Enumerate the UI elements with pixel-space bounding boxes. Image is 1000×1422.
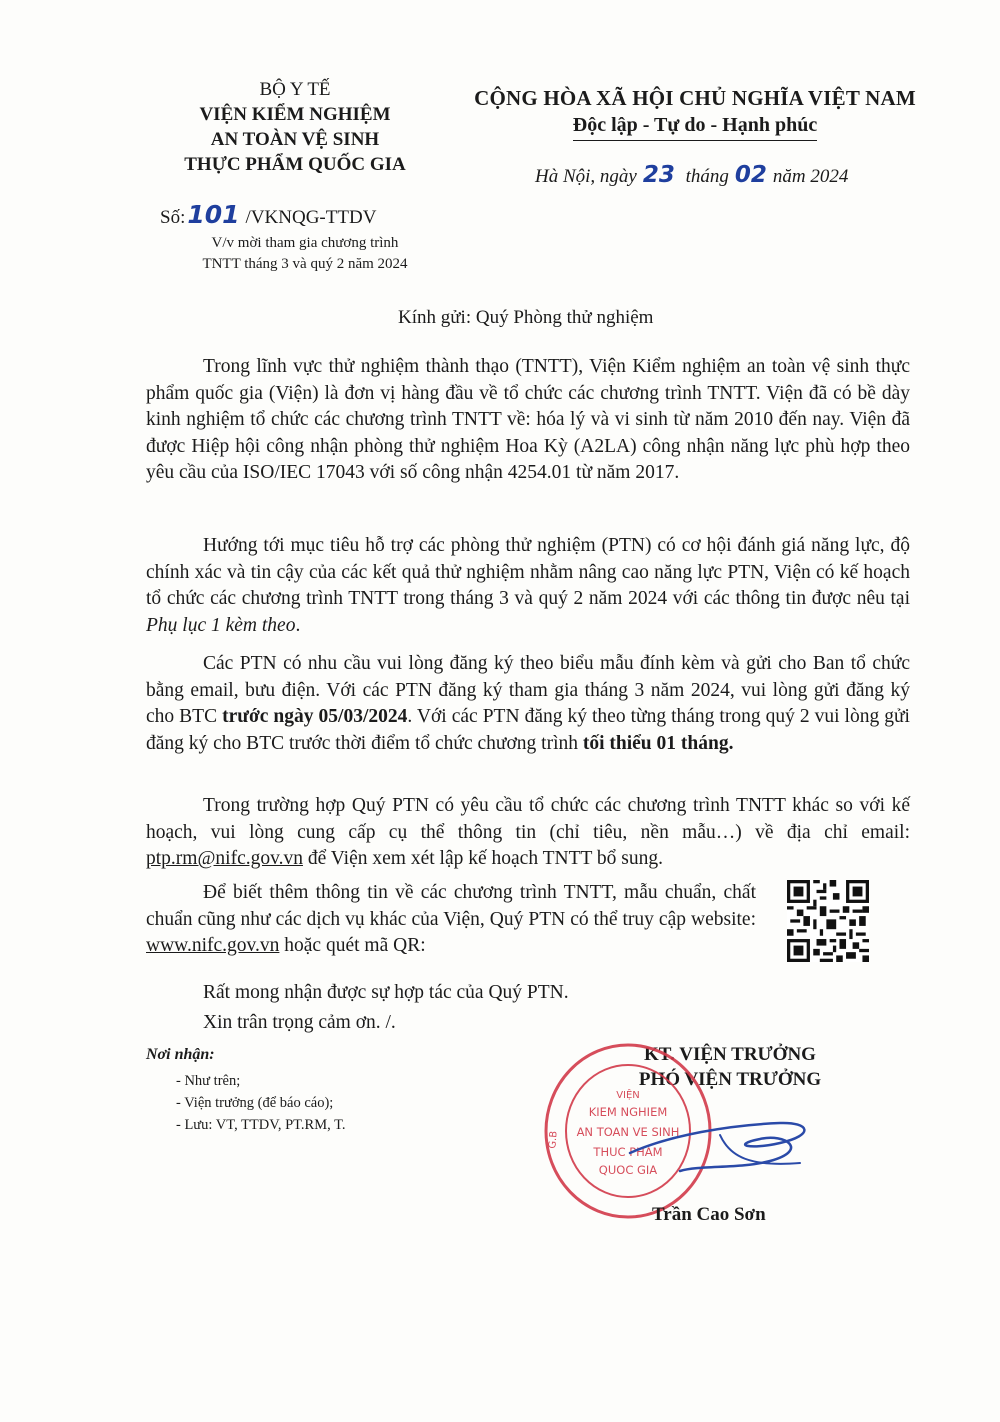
p2-text: Hướng tới mục tiêu hỗ trợ các phòng thử nghiệm (PTN) có cơ hội đánh giá năng lực, độ chính xác và tin cậy của các kết quả thử nghiệm nhằm nâng cao năng lực PTN, Viện có kế hoạch tổ chức các chương trình TNTT trong tháng 3 và quý 2 năm 2024 với các thông tin được nêu tại — [146, 535, 910, 609]
institute-name-line-3: THỰC PHẨM QUỐC GIA — [184, 154, 406, 175]
p3-text-b: . Với các PTN đăng ký theo từng tháng trong quý 2 vui lòng gửi đăng ký cho BTC trước thời điểm tổ chức chương trình — [146, 706, 910, 754]
year-label: năm 2024 — [772, 166, 849, 187]
body-paragraph-5 — [146, 880, 756, 960]
month-label: tháng — [685, 166, 729, 187]
document-number — [160, 200, 376, 229]
p2-appendix-ref: Phụ lục 1 kèm theo — [146, 614, 296, 636]
body-paragraph-2 — [146, 533, 910, 639]
recipients-block — [146, 1046, 466, 1136]
body-paragraph-1: Trong lĩnh vực thử nghiệm thành thạo (TNTT), Viện Kiểm nghiệm an toàn vệ sinh thực phẩm quốc gia (Viện) là đơn vị hàng đầu về tổ chức các chương trình TNTT. Viện đã có bề dày kinh nghiệm tổ chức các chương trình TNTT về: hóa lý và vi sinh từ năm 2010 đến nay. Viện đã được Hiệp hội công nhận phòng thử nghiệm Hoa Kỳ (A2LA) công nhận năng lực phù hợp theo yêu cầu của ISO/IEC 17043 với số công nhận 4254.01 từ năm 2017. — [146, 356, 910, 483]
handwritten-signature — [610, 1095, 825, 1185]
handwritten-month: 02 — [734, 162, 767, 188]
subject-line-1: V/v mời tham gia chương trình — [211, 235, 399, 251]
subject-line-2: TNTT tháng 3 và quý 2 năm 2024 — [202, 256, 408, 272]
p5-text-b: hoặc quét mã QR: — [284, 935, 426, 956]
recipient-item: - Viện trưởng (để báo cáo); — [176, 1095, 334, 1111]
institute-name-line-2: AN TOÀN VỆ SINH — [210, 129, 380, 150]
nation-title: CỘNG HÒA XÃ HỘI CHỦ NGHĨA VIỆT NAM — [474, 86, 916, 110]
signatory-role-1: KT. VIỆN TRƯỞNG — [644, 1044, 816, 1065]
recipient-item: - Lưu: VT, TTDV, PT.RM, T. — [176, 1117, 346, 1133]
p3-text-a: Các PTN có nhu cầu vui lòng đăng ký theo biểu mẫu đính kèm và gửi cho Ban tổ chức bằng email, bưu điện. Với các PTN đăng ký tham gia tháng 3 năm 2024, vui lòng gửi đăng ký cho BTC — [146, 653, 910, 727]
signatory-role-2: PHÓ VIỆN TRƯỞNG — [638, 1069, 822, 1090]
issuing-agency-block — [130, 78, 460, 177]
stamp-text-line: THUC PHAM — [593, 1145, 663, 1159]
body-paragraph-4 — [146, 793, 910, 873]
date-line — [535, 162, 848, 188]
body-paragraph-3 — [146, 651, 910, 757]
qr-code-icon[interactable] — [787, 880, 869, 962]
signer-name: Trần Cao Sơn — [652, 1204, 766, 1225]
closing-line-2: Xin trân trọng cảm ơn. /. — [203, 1012, 396, 1033]
handwritten-day: 23 — [642, 162, 675, 188]
number-suffix: /VKNQG-TTDV — [245, 207, 377, 228]
institute-name-line-1: VIỆN KIỂM NGHIỆM — [199, 104, 391, 125]
recipient-item: - Như trên; — [176, 1073, 241, 1089]
salutation: Kính gửi: Quý Phòng thử nghiệm — [398, 307, 654, 328]
p3-deadline: trước ngày 05/03/2024 — [222, 706, 408, 727]
closing-line-1: Rất mong nhận được sự hợp tác của Quý PTN. — [203, 982, 569, 1003]
p2-end: . — [295, 614, 301, 636]
stamp-text-line: VIỆN — [616, 1090, 640, 1101]
p4-text-b: để Viện xem xét lập kế hoạch TNTT bổ sung. — [307, 848, 664, 869]
ministry-name: BỘ Y TẾ — [259, 79, 331, 100]
handwritten-number: 101 — [187, 200, 240, 229]
p5-text-a: Để biết thêm thông tin về các chương trình TNTT, mẫu chuẩn, chất chuẩn cũng như các dịch vụ khác của Viện, Quý PTN có thể truy cập website: — [146, 882, 756, 930]
contact-email-link[interactable]: ptp.rm@nifc.gov.vn — [146, 848, 303, 869]
p3-minimum-time: tối thiểu 01 tháng. — [582, 732, 734, 754]
national-header — [445, 84, 945, 141]
stamp-text-line: AN TOAN VE SINH — [576, 1125, 680, 1139]
national-motto: Độc lập - Tự do - Hạnh phúc — [573, 112, 817, 141]
svg-text:G.B: G.B — [547, 1130, 560, 1150]
website-link[interactable]: www.nifc.gov.vn — [146, 935, 280, 956]
number-prefix: Số: — [160, 207, 186, 228]
p4-text-a: Trong trường hợp Quý PTN có yêu cầu tổ chức các chương trình TNTT khác so với kế hoạch, vui lòng cung cấp cụ thể thông tin (chỉ tiêu, nền mẫu…) về địa chỉ email: — [146, 795, 910, 843]
date-prefix: Hà Nội, ngày — [535, 166, 637, 187]
stamp-text-line: KIEM NGHIEM — [588, 1105, 668, 1119]
recipients-title: Nơi nhận: — [146, 1046, 215, 1063]
stamp-text-line: QUOC GIA — [598, 1163, 658, 1177]
document-subject — [160, 233, 450, 275]
